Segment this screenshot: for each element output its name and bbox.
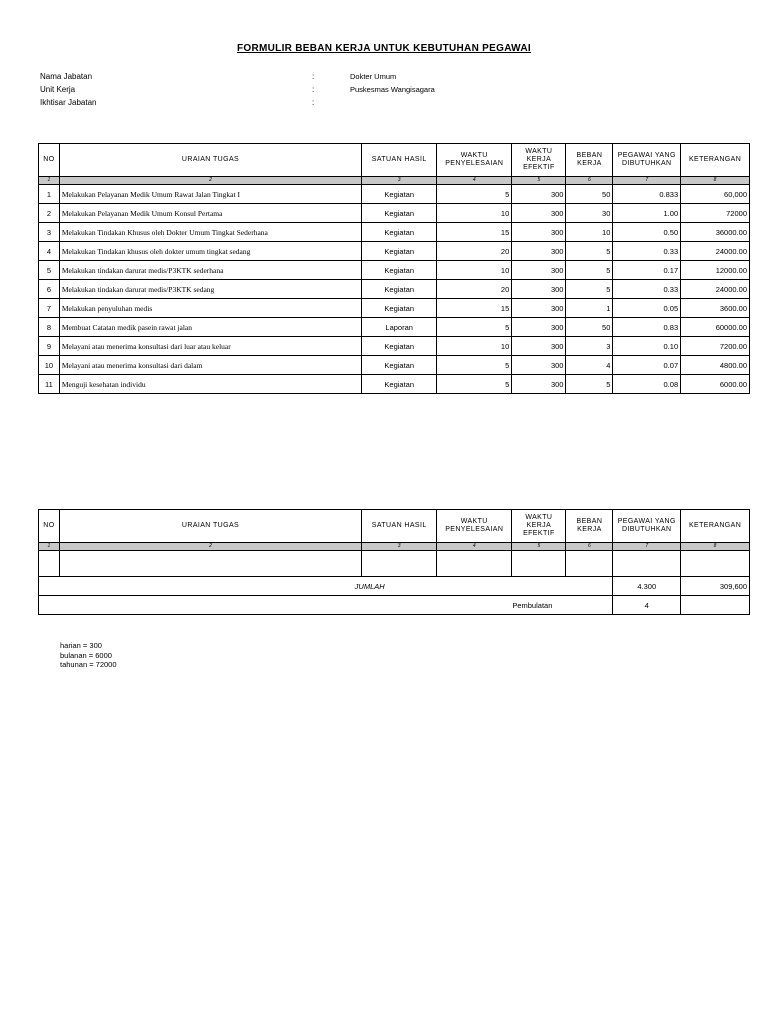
- table-row: [39, 223, 750, 242]
- row-uraian-tugas: Melakukan Tindakan Khusus oleh Dokter Umum Tingkat Sederhana: [59, 223, 361, 242]
- row-satuan-hasil: Kegiatan: [362, 242, 437, 261]
- empty-row: [39, 551, 750, 577]
- row-waktu-kerja-efektif: 300: [512, 337, 566, 356]
- table-row: [39, 185, 750, 204]
- row-pegawai-dibutuhkan: 0.05: [613, 299, 681, 318]
- row-keterangan: 60000.00: [681, 318, 750, 337]
- column-index: 3: [362, 177, 437, 185]
- header-waktu-kerja-efektif: WAKTU KERJA EFEKTIF: [512, 144, 566, 177]
- row-beban-kerja: 10: [566, 223, 613, 242]
- row-uraian-tugas: Melayani atau menerima konsultasi dari luar atau keluar: [59, 337, 361, 356]
- column-index: 7: [613, 543, 681, 551]
- row-pegawai-dibutuhkan: 0.08: [613, 375, 681, 394]
- row-uraian-tugas: Menguji kesehatan individu: [59, 375, 361, 394]
- header-waktu-penyelesaian: WAKTU PENYELESAIAN: [437, 144, 512, 177]
- column-index: 4: [437, 543, 512, 551]
- row-keterangan: 60,000: [681, 185, 750, 204]
- row-waktu-penyelesaian: 5: [437, 185, 512, 204]
- row-satuan-hasil: Kegiatan: [362, 185, 437, 204]
- row-satuan-hasil: Kegiatan: [362, 223, 437, 242]
- column-index: 8: [681, 177, 750, 185]
- pembulatan-row: [39, 596, 750, 615]
- header-no: NO: [39, 144, 60, 177]
- meta-colon: :: [312, 98, 315, 107]
- column-index: 6: [566, 543, 613, 551]
- column-index: 8: [681, 543, 750, 551]
- row-uraian-tugas: Melakukan tindakan darurat medis/P3KTK sedang: [59, 280, 361, 299]
- row-pegawai-dibutuhkan: 0.833: [613, 185, 681, 204]
- row-waktu-kerja-efektif: 300: [512, 261, 566, 280]
- row-no: 11: [39, 375, 60, 394]
- row-keterangan: 6000.00: [681, 375, 750, 394]
- row-waktu-penyelesaian: 5: [437, 356, 512, 375]
- row-beban-kerja: 3: [566, 337, 613, 356]
- row-keterangan: 12000.00: [681, 261, 750, 280]
- row-no: 2: [39, 204, 60, 223]
- footnote-bulanan: bulanan = 6000: [60, 650, 112, 660]
- row-waktu-kerja-efektif: 300: [512, 356, 566, 375]
- row-waktu-penyelesaian: 15: [437, 223, 512, 242]
- row-pegawai-dibutuhkan: 0.10: [613, 337, 681, 356]
- table-row: [39, 375, 750, 394]
- jumlah-pegawai: 4.300: [613, 577, 681, 596]
- table-header-row: [39, 510, 750, 543]
- row-beban-kerja: 4: [566, 356, 613, 375]
- row-pegawai-dibutuhkan: 0.33: [613, 280, 681, 299]
- header-uraian-tugas: URAIAN TUGAS: [59, 144, 361, 177]
- table-row: [39, 242, 750, 261]
- row-waktu-kerja-efektif: 300: [512, 223, 566, 242]
- meta-colon: :: [312, 72, 315, 81]
- row-waktu-penyelesaian: 5: [437, 375, 512, 394]
- row-waktu-penyelesaian: 15: [437, 299, 512, 318]
- row-no: 3: [39, 223, 60, 242]
- row-uraian-tugas: Melakukan Tindakan khusus oleh dokter umum tingkat sedang: [59, 242, 361, 261]
- meta-label: Ikhtisar Jabatan: [40, 98, 97, 107]
- meta-label: Unit Kerja: [40, 85, 76, 94]
- row-uraian-tugas: Membuat Catatan medik pasein rawat jalan: [59, 318, 361, 337]
- row-keterangan: 24000.00: [681, 242, 750, 261]
- jumlah-keterangan: 309,600: [681, 577, 750, 596]
- page-title: FORMULIR BEBAN KERJA UNTUK KEBUTUHAN PEGAWAI: [237, 43, 531, 54]
- row-pegawai-dibutuhkan: 1.00: [613, 204, 681, 223]
- row-no: 4: [39, 242, 60, 261]
- workload-table: [38, 143, 750, 394]
- row-keterangan: 24000.00: [681, 280, 750, 299]
- row-uraian-tugas: Melakukan tindakan darurat medis/P3KTK sederhana: [59, 261, 361, 280]
- row-beban-kerja: 50: [566, 185, 613, 204]
- meta-value: Puskesmas Wangisagara: [350, 85, 435, 94]
- row-satuan-hasil: Kegiatan: [362, 337, 437, 356]
- jumlah-label: JUMLAH: [39, 577, 613, 596]
- row-waktu-penyelesaian: 10: [437, 261, 512, 280]
- row-keterangan: 72000: [681, 204, 750, 223]
- column-index: 1: [39, 177, 60, 185]
- empty-cell: [437, 551, 512, 577]
- row-beban-kerja: 30: [566, 204, 613, 223]
- column-index: 7: [613, 177, 681, 185]
- row-beban-kerja: 5: [566, 261, 613, 280]
- footnote-harian: harian = 300: [60, 641, 102, 650]
- column-index: 2: [59, 543, 361, 551]
- row-no: 9: [39, 337, 60, 356]
- row-pegawai-dibutuhkan: 0.17: [613, 261, 681, 280]
- column-index: 4: [437, 177, 512, 185]
- header-no: NO: [39, 510, 60, 543]
- row-uraian-tugas: Melakukan penyuluhan medis: [59, 299, 361, 318]
- row-beban-kerja: 50: [566, 318, 613, 337]
- row-uraian-tugas: Melakukan Pelayanan Medik Umum Rawat Jalan Tingkat I: [59, 185, 361, 204]
- column-index: 5: [512, 177, 566, 185]
- summary-table: [38, 509, 750, 615]
- header-beban-kerja: BEBAN KERJA: [566, 510, 613, 543]
- empty-cell: [613, 551, 681, 577]
- row-no: 5: [39, 261, 60, 280]
- row-satuan-hasil: Kegiatan: [362, 375, 437, 394]
- row-waktu-penyelesaian: 10: [437, 204, 512, 223]
- row-satuan-hasil: Kegiatan: [362, 356, 437, 375]
- row-waktu-penyelesaian: 5: [437, 318, 512, 337]
- empty-cell: [681, 596, 750, 615]
- header-beban-kerja: BEBAN KERJA: [566, 144, 613, 177]
- row-keterangan: 4800.00: [681, 356, 750, 375]
- header-satuan-hasil: SATUAN HASIL: [362, 510, 437, 543]
- empty-cell: [59, 551, 361, 577]
- table-row: [39, 204, 750, 223]
- row-waktu-penyelesaian: 20: [437, 242, 512, 261]
- row-waktu-kerja-efektif: 300: [512, 185, 566, 204]
- row-satuan-hasil: Kegiatan: [362, 204, 437, 223]
- row-pegawai-dibutuhkan: 0.50: [613, 223, 681, 242]
- column-index: 3: [362, 543, 437, 551]
- empty-cell: [362, 551, 437, 577]
- column-index: 2: [59, 177, 361, 185]
- row-waktu-penyelesaian: 20: [437, 280, 512, 299]
- row-beban-kerja: 5: [566, 280, 613, 299]
- row-no: 8: [39, 318, 60, 337]
- header-keterangan: KETERANGAN: [681, 510, 750, 543]
- header-pegawai-dibutuhkan: PEGAWAI YANG DIBUTUHKAN: [613, 144, 681, 177]
- pembulatan-label: Pembulatan: [39, 596, 613, 615]
- row-no: 7: [39, 299, 60, 318]
- header-pegawai-dibutuhkan: PEGAWAI YANG DIBUTUHKAN: [613, 510, 681, 543]
- empty-cell: [39, 551, 60, 577]
- column-index-row: [39, 543, 750, 551]
- meta-value: Dokter Umum: [350, 72, 397, 81]
- row-satuan-hasil: Laporan: [362, 318, 437, 337]
- empty-cell: [512, 551, 566, 577]
- column-index: 5: [512, 543, 566, 551]
- row-keterangan: 3600.00: [681, 299, 750, 318]
- table-header-row: [39, 144, 750, 177]
- row-pegawai-dibutuhkan: 0.33: [613, 242, 681, 261]
- row-beban-kerja: 5: [566, 375, 613, 394]
- header-keterangan: KETERANGAN: [681, 144, 750, 177]
- row-uraian-tugas: Melakukan Pelayanan Medik Umum Konsul Pertama: [59, 204, 361, 223]
- jumlah-row: [39, 577, 750, 596]
- column-index-row: [39, 177, 750, 185]
- row-waktu-penyelesaian: 10: [437, 337, 512, 356]
- row-satuan-hasil: Kegiatan: [362, 280, 437, 299]
- column-index: 6: [566, 177, 613, 185]
- row-uraian-tugas: Melayani atau menerima konsultasi dari dalam: [59, 356, 361, 375]
- row-keterangan: 36000.00: [681, 223, 750, 242]
- table-row: [39, 356, 750, 375]
- pembulatan-value: 4: [613, 596, 681, 615]
- footnote-tahunan: tahunan = 72000: [60, 660, 117, 669]
- meta-label: Nama Jabatan: [40, 72, 93, 81]
- row-waktu-kerja-efektif: 300: [512, 242, 566, 261]
- row-waktu-kerja-efektif: 300: [512, 375, 566, 394]
- meta-colon: :: [312, 85, 315, 94]
- row-beban-kerja: 1: [566, 299, 613, 318]
- header-waktu-kerja-efektif: WAKTU KERJA EFEKTIF: [512, 510, 566, 543]
- header-waktu-penyelesaian: WAKTU PENYELESAIAN: [437, 510, 512, 543]
- table-row: [39, 299, 750, 318]
- row-pegawai-dibutuhkan: 0.83: [613, 318, 681, 337]
- footnotes: [60, 641, 117, 670]
- row-no: 10: [39, 356, 60, 375]
- header-uraian-tugas: URAIAN TUGAS: [59, 510, 361, 543]
- table-row: [39, 318, 750, 337]
- header-satuan-hasil: SATUAN HASIL: [362, 144, 437, 177]
- table-row: [39, 337, 750, 356]
- row-beban-kerja: 5: [566, 242, 613, 261]
- row-no: 1: [39, 185, 60, 204]
- row-waktu-kerja-efektif: 300: [512, 204, 566, 223]
- empty-cell: [566, 551, 613, 577]
- row-satuan-hasil: Kegiatan: [362, 299, 437, 318]
- row-waktu-kerja-efektif: 300: [512, 318, 566, 337]
- empty-cell: [681, 551, 750, 577]
- table-row: [39, 261, 750, 280]
- row-pegawai-dibutuhkan: 0.07: [613, 356, 681, 375]
- row-no: 6: [39, 280, 60, 299]
- table-row: [39, 280, 750, 299]
- row-waktu-kerja-efektif: 300: [512, 299, 566, 318]
- row-waktu-kerja-efektif: 300: [512, 280, 566, 299]
- row-satuan-hasil: Kegiatan: [362, 261, 437, 280]
- row-keterangan: 7200.00: [681, 337, 750, 356]
- column-index: 1: [39, 543, 60, 551]
